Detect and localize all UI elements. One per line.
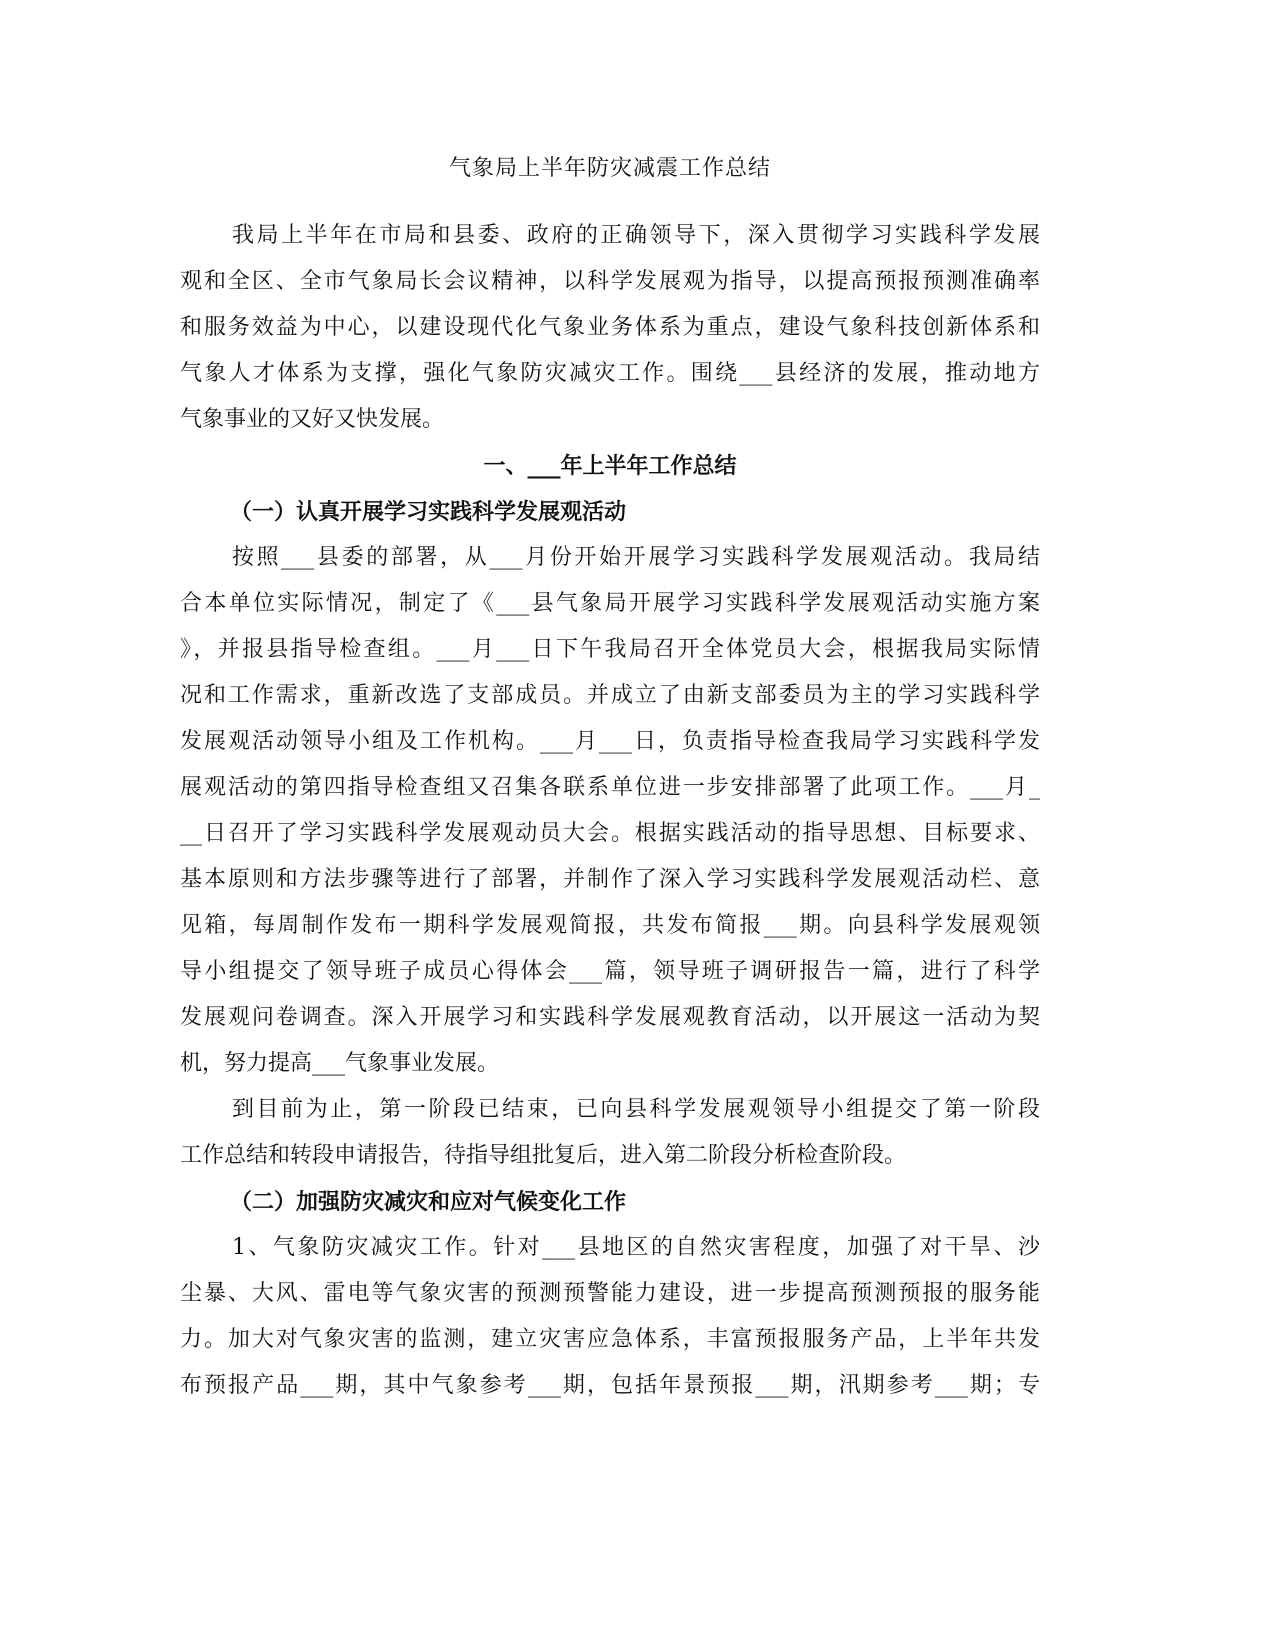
paragraph-line: 布预报产品___期，其中气象参考___期，包括年景预报___期，汛期参考___期；专 — [180, 1373, 1040, 1398]
paragraph-line: 力。加大对气象灾害的监测，建立灾害应急体系，丰富预报服务产品，上半年共发 — [180, 1327, 1040, 1352]
paragraph-line: 1、气象防灾减灾工作。针对___县地区的自然灾害程度，加强了对干旱、沙 — [232, 1235, 1040, 1260]
intro-line: 我局上半年在市局和县委、政府的正确领导下，深入贯彻学习实践科学发展 — [232, 223, 1040, 248]
paragraph-line: 合本单位实际情况，制定了《___县气象局开展学习实践科学发展观活动实施方案 — [180, 591, 1040, 616]
paragraph-line: 况和工作需求，重新改选了支部成员。并成立了由新支部委员为主的学习实践科学 — [180, 683, 1040, 708]
paragraph-line: 导小组提交了领导班子成员心得体会___篇，领导班子调研报告一篇，进行了科学 — [180, 959, 1040, 984]
intro-line: 和服务效益为中心，以建设现代化气象业务体系为重点，建设气象科技创新体系和 — [180, 315, 1040, 340]
paragraph-line: 到目前为止，第一阶段已结束，已向县科学发展观领导小组提交了第一阶段 — [232, 1097, 1040, 1122]
intro-line: 气象事业的又好又快发展。 — [180, 407, 445, 432]
intro-line: 观和全区、全市气象局长会议精神，以科学发展观为指导，以提高预报预测准确率 — [180, 269, 1040, 294]
paragraph-line: 发展观活动领导小组及工作机构。___月___日，负责指导检查我局学习实践科学发 — [180, 729, 1040, 754]
paragraph-line: 见箱，每周制作发布一期科学发展观简报，共发布简报___期。向县科学发展观领 — [180, 913, 1040, 938]
document-title: 气象局上半年防灾减震工作总结 — [448, 156, 771, 181]
paragraph-line: 机，努力提高___气象事业发展。 — [180, 1051, 500, 1076]
subsection-heading: （二）加强防灾减灾和应对气候变化工作 — [230, 1189, 627, 1215]
paragraph-line: 展观活动的第四指导检查组又召集各联系单位进一步安排部署了此项工作。___月_ — [180, 775, 1040, 800]
intro-line: 气象人才体系为支撑，强化气象防灾减灾工作。围绕___县经济的发展，推动地方 — [180, 361, 1040, 386]
paragraph-line: 发展观问卷调查。深入开展学习和实践科学发展观教育活动，以开展这一活动为契 — [180, 1005, 1040, 1030]
paragraph-line: 工作总结和转段申请报告，待指导组批复后，进入第二阶段分析检查阶段。 — [180, 1143, 907, 1168]
paragraph-line: 按照___县委的部署，从___月份开始开展学习实践科学发展观活动。我局结 — [232, 545, 1040, 570]
section-heading: 一、___年上半年工作总结 — [483, 453, 737, 479]
paragraph-line: 》，并报县指导检查组。___月___日下午我局召开全体党员大会，根据我局实际情 — [180, 637, 1040, 662]
paragraph-line: 尘暴、大风、雷电等气象灾害的预测预警能力建设，进一步提高预测预报的服务能 — [180, 1281, 1040, 1306]
paragraph-line: 基本原则和方法步骤等进行了部署，并制作了深入学习实践科学发展观活动栏、意 — [180, 867, 1040, 892]
document-page — [180, 0, 1040, 1650]
subsection-heading: （一）认真开展学习实践科学发展观活动 — [230, 499, 627, 525]
paragraph-line: __日召开了学习实践科学发展观动员大会。根据实践活动的指导思想、目标要求、 — [180, 821, 1040, 846]
